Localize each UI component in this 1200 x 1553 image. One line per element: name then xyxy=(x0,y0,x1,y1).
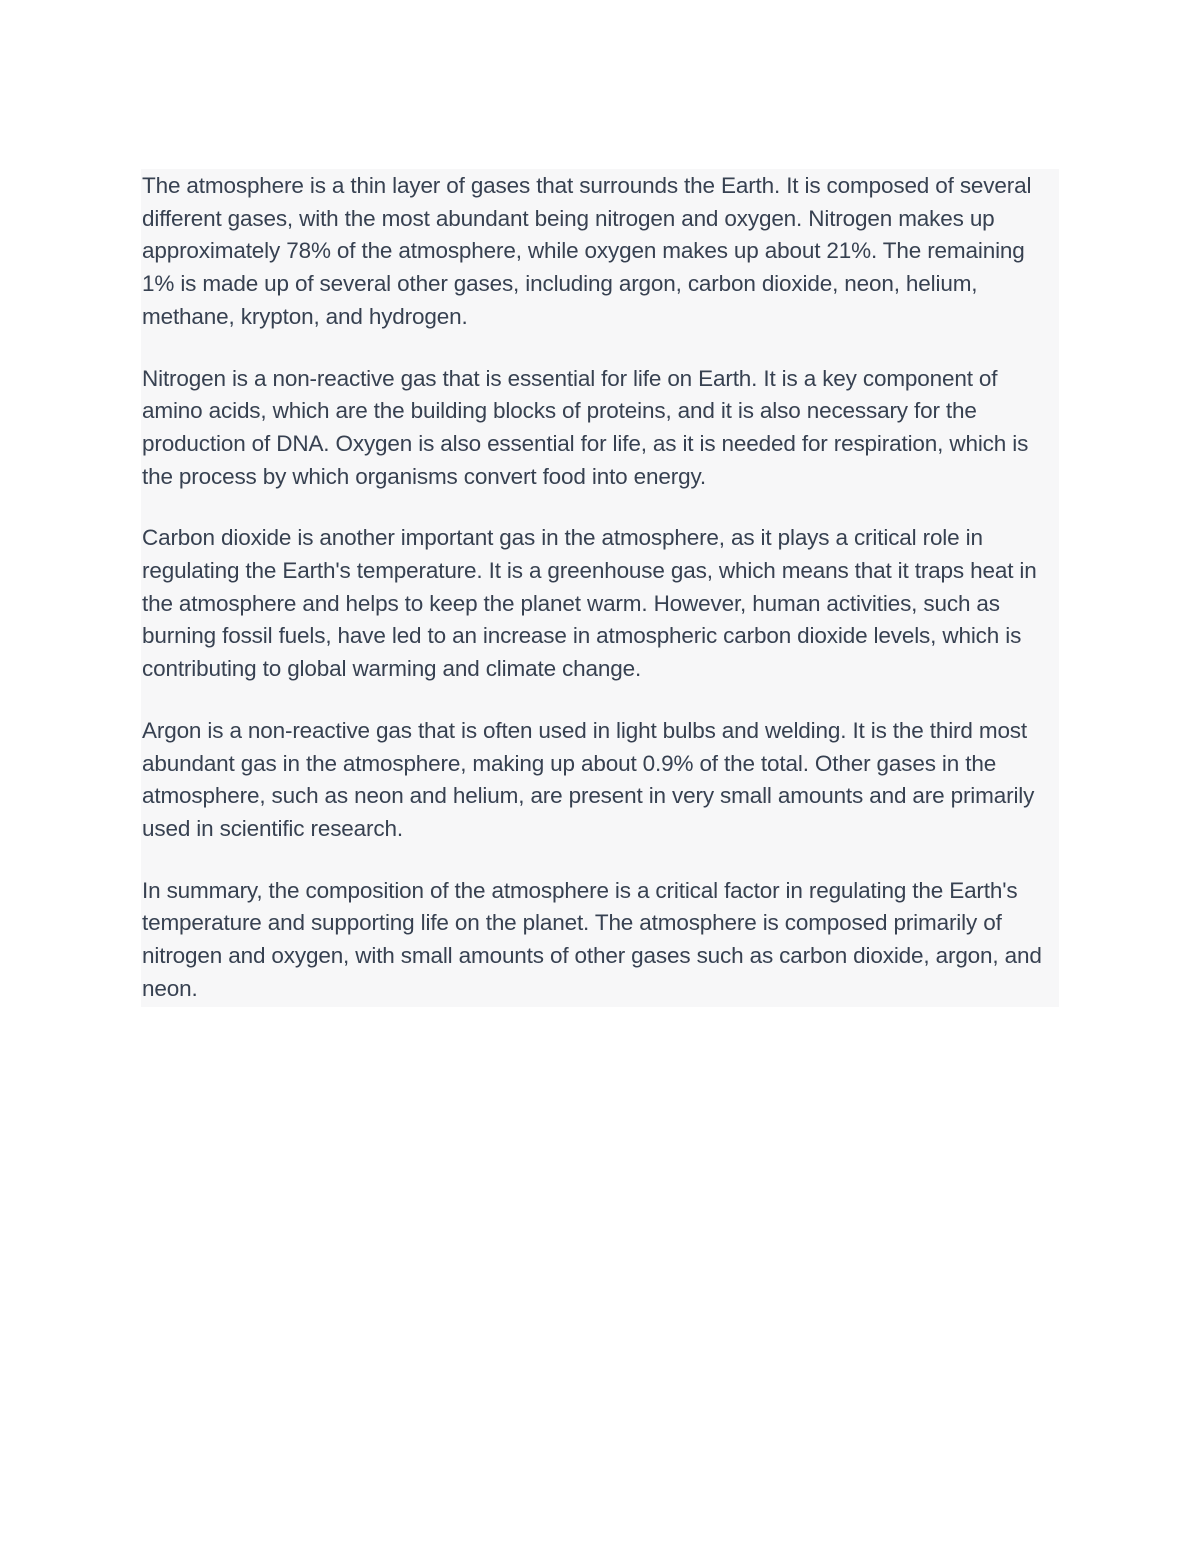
paragraph-carbon-dioxide: Carbon dioxide is another important gas in the atmosphere, as it plays a critical role in regulating the Earth's temperature. It is a greenhouse gas, which means that it traps heat in the atmosphere and helps to keep the planet warm. However, human activities, such as burning fossil fuels, have led to an increase in atmospheric carbon dioxide levels, which is contributing to global warming and climate change. xyxy=(142,525,1037,682)
paragraph-nitrogen-oxygen: Nitrogen is a non-reactive gas that is essential for life on Earth. It is a key component of amino acids, which are the building blocks of proteins, and it is also necessary for the production of DNA. Oxygen is also essential for life, as it is needed for respiration, which is the process by which organisms convert food into energy. xyxy=(142,365,1029,489)
paragraph-summary: In summary, the composition of the atmosphere is a critical factor in regulating the Earth's temperature and supporting life on the planet. The atmosphere is composed primarily of nitrogen and oxygen, with small amounts of other gases such as carbon dioxide, argon, and neon. xyxy=(142,877,1042,1001)
paragraph-argon: Argon is a non-reactive gas that is often used in light bulbs and welding. It is the third most abundant gas in the atmosphere, making up about 0.9% of the total. Other gases in the atmosphere, such as neon and helium, are present in very small amounts and are primarily used in scientific research. xyxy=(142,717,1035,841)
paragraph-atmosphere-overview: The atmosphere is a thin layer of gases that surrounds the Earth. It is composed of several different gases, with the most abundant being nitrogen and oxygen. Nitrogen makes up approximately 78% of the atmosphere, while oxygen makes up about 21%. The remaining 1% is made up of several other gases, including argon, carbon dioxide, neon, helium, methane, krypton, and hydrogen. xyxy=(142,173,1032,329)
text-block xyxy=(141,169,1059,1007)
